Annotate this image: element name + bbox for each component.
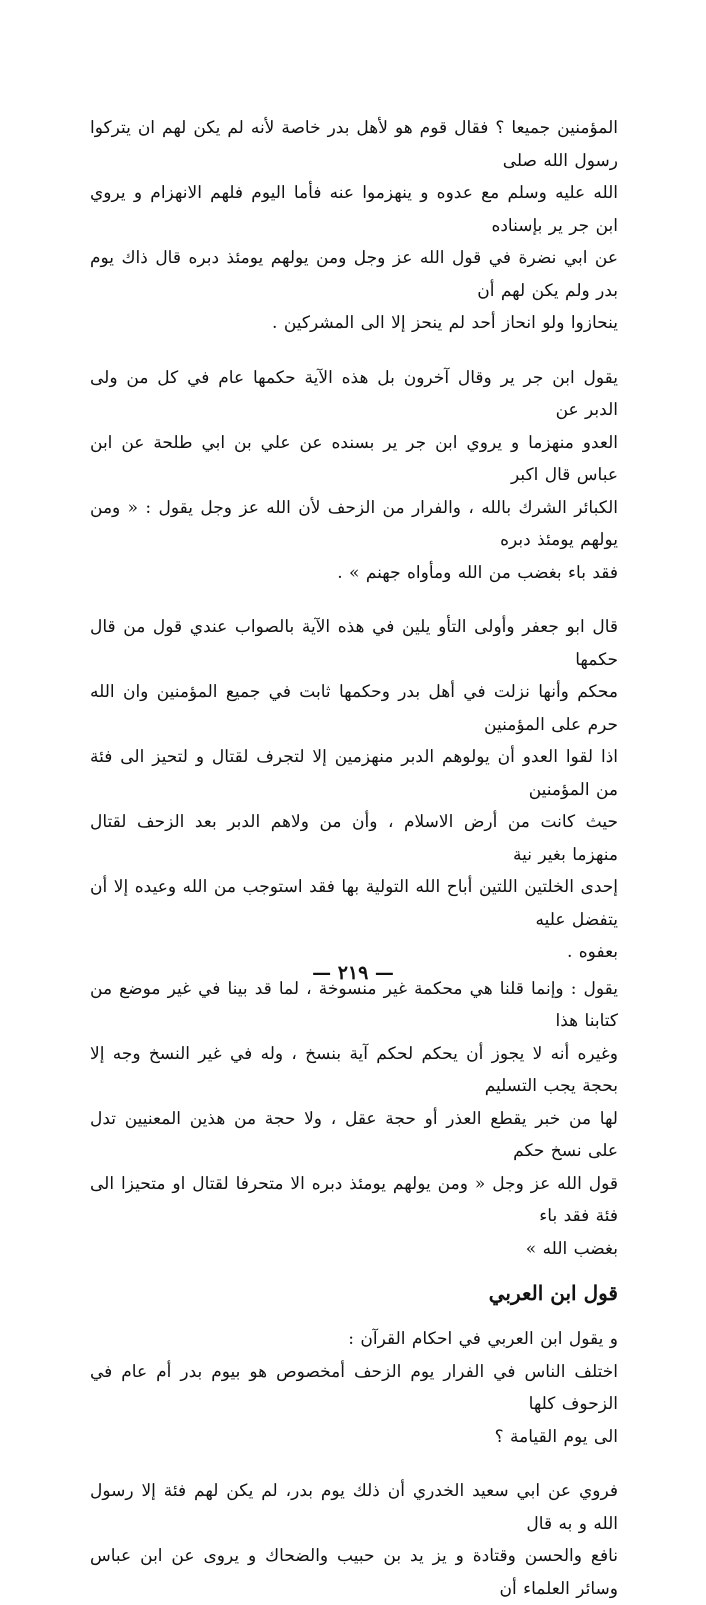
text-line: اذا لقوا العدو أن يولوهم الدبر منهزمين إلا لتجرف لقتال و لتحيز الى فئة من المؤمنين bbox=[90, 747, 618, 800]
text-line: محكم وأنها نزلت في أهل بدر وحكمها ثابت في جميع المؤمنين وان الله حرم على المؤمنين bbox=[90, 682, 618, 735]
text-line: فروي عن ابي سعيد الخدري أن ذلك يوم بدر، لم يكن لهم فئة إلا رسول الله و به قال bbox=[90, 1481, 618, 1534]
section-heading: قول ابن العربي bbox=[488, 1281, 618, 1305]
text-line: قال ابو جعفر وأولى التأو يلين في هذه الآية بالصواب عندي قول من قال حكمها bbox=[90, 617, 618, 670]
text-line: يقول : وإنما قلنا هي محكمة غير منسوخة ، لما قد بينا في غير موضع من كتابنا هذا bbox=[90, 978, 618, 1031]
text-line: لها من خبر يقطع العذر أو حجة عقل ، ولا حجة من هذين المعنيين تدل على نسخ حكم bbox=[90, 1108, 618, 1161]
text-line: وغيره أنه لا يجوز أن يحكم لحكم آية بنسخ ، وله في غير النسخ وجه إلا بحجة يجب التسليم bbox=[90, 1043, 618, 1096]
text-line: بغضب الله » bbox=[525, 1238, 618, 1259]
text-line: قول الله عز وجل « ومن يولهم يومئذ دبره الا متحرفا لقتال او متحيزا الى فئة فقد باء bbox=[90, 1173, 618, 1226]
text-line: عن ابي نضرة في قول الله عز وجل ومن يولهم يومئذ دبره قال ذاك يوم بدر ولم يكن لهم أن bbox=[90, 248, 618, 301]
text-line: فقد باء بغضب من الله ومأواه جهنم » . bbox=[337, 562, 618, 583]
paragraph-4 bbox=[90, 973, 618, 1266]
text-line: بعفوه . bbox=[566, 942, 618, 962]
page-number: — ٢١٩ — bbox=[312, 962, 394, 984]
text-line: إحدى الخلتين اللتين أباح الله التولية بها فقد استوجب من الله وعيده إلا أن يتفضل عليه bbox=[90, 877, 618, 930]
text-line: الله عليه وسلم مع عدوه و ينهزموا عنه فأما اليوم فلهم الانهزام و يروي ابن جر ير بإسناده bbox=[90, 183, 618, 236]
text-line: ينحازوا ولو انحاز أحد لم ينحز إلا الى المشركين . bbox=[272, 313, 618, 333]
paragraph-1 bbox=[90, 112, 618, 340]
text-line: حيث كانت من أرض الاسلام ، وأن من ولاهم الدبر بعد الزحف لقتال منهزما بغير نية bbox=[90, 812, 618, 865]
paragraph-5 bbox=[90, 1323, 618, 1453]
text-line: العدو منهزما و يروي ابن جر ير بسنده عن علي بن ابي طلحة عن ابن عباس قال اكبر bbox=[90, 432, 618, 485]
text-line: و يقول ابن العربي في احكام القرآن : bbox=[348, 1329, 618, 1349]
text-line: نافع والحسن وقتادة و يز يد بن حبيب والضحاك و يروى عن ابن عباس وسائر العلماء أن bbox=[90, 1546, 618, 1599]
text-line: يقول ابن جر ير وقال آخرون بل هذه الآية حكمها عام في كل من ولى الدبر عن bbox=[90, 367, 618, 420]
text-line: الكبائر الشرك بالله ، والفرار من الزحف لأن الله عز وجل يقول : « ومن يولهم يومئذ دبره bbox=[90, 497, 618, 550]
text-line: اختلف الناس في الفرار يوم الزحف أمخصوص هو بيوم بدر أم عام في الزحوف كلها bbox=[90, 1361, 618, 1414]
text-line: المؤمنين جميعا ؟ فقال قوم هو لأهل بدر خاصة لأنه لم يكن لهم ان يتركوا رسول الله صلى bbox=[90, 118, 618, 171]
text-line: الى يوم القيامة ؟ bbox=[494, 1426, 618, 1447]
document-body bbox=[90, 112, 618, 1605]
paragraph-3 bbox=[90, 611, 618, 969]
paragraph-2 bbox=[90, 362, 618, 590]
paragraph-6 bbox=[90, 1475, 618, 1605]
